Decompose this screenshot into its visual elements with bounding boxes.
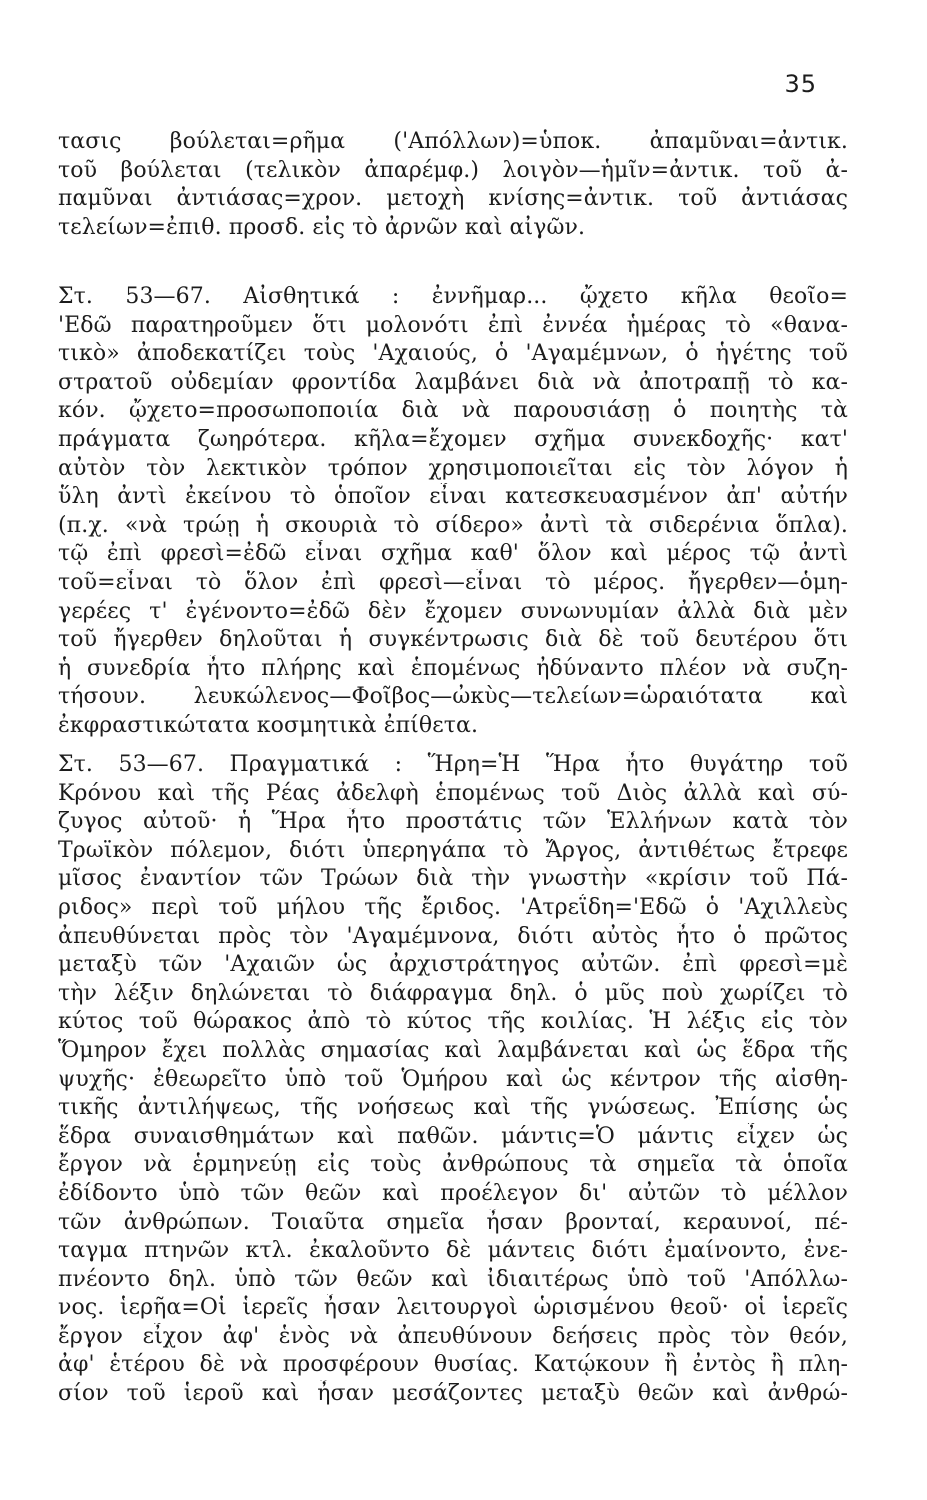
text-line: στρατοῦ οὐδεμίαν φροντίδα λαμβάνει διὰ νὰ ἀποτραπῇ τὸ κα- — [58, 369, 848, 395]
text-line: 'Εδῶ παρατηροῦμεν ὅτι μολονότι ἐπὶ ἐννέα ἡμέρας τὸ «θανα- — [58, 312, 848, 338]
text-line: πράγματα ζωηρότερα. κῆλα=ἔχομεν σχῆμα συνεκδοχῆς· κατ' — [58, 426, 848, 452]
paragraph-aesthetics — [58, 283, 848, 741]
paragraph-syntax-notes — [58, 128, 848, 242]
text-line: τὴν λέξιν δηλώνεται τὸ διάφραγμα δηλ. ὁ μῦς ποὺ χωρίζει τὸ — [58, 980, 848, 1006]
text-line: τοῦ ἤγερθεν δηλοῦται ἡ συγκέντρωσις διὰ δὲ τοῦ δευτέρου ὅτι — [58, 627, 848, 653]
paragraph-facts — [58, 751, 848, 1409]
text-line: Στ. 53—67. Πραγματικά : Ἥρη=Ἡ Ἥρα ἦτο θυγάτηρ τοῦ — [58, 752, 848, 777]
text-line: σίον τοῦ ἱεροῦ καὶ ἦσαν μεσάζοντες μεταξὺ θεῶν καὶ ἀνθρώ- — [58, 1381, 848, 1407]
text-line: τῶν ἀνθρώπων. Τοιαῦτα σημεῖα ἦσαν βρονταί, κεραυνοί, πέ- — [58, 1209, 848, 1235]
text-line: ἔργον νὰ ἑρμηνεύῃ εἰς τοὺς ἀνθρώπους τὰ σημεῖα τὰ ὁποῖα — [58, 1152, 848, 1178]
text-line: (π.χ. «νὰ τρώῃ ἡ σκουριὰ τὸ σίδερο» ἀντὶ τὰ σιδερένια ὅπλα). — [58, 512, 848, 538]
text-line: παμῦναι ἀντιάσας=χρον. μετοχὴ κνίσης=ἀντικ. τοῦ ἀντιάσας — [58, 186, 848, 212]
text-line: τήσουν. λευκώλενος—Φοῖβος—ὠκὺς—τελείων=ὡραιότατα καὶ — [58, 684, 848, 710]
text-line: ἔργον εἶχον ἀφ' ἑνὸς νὰ ἀπευθύνουν δεήσεις πρὸς τὸν θεόν, — [58, 1323, 848, 1349]
text-line: πνέοντο δηλ. ὑπὸ τῶν θεῶν καὶ ἰδιαιτέρως ὑπὸ τοῦ 'Απόλλω- — [58, 1266, 848, 1292]
text-line: νος. ἱερῆα=Οἱ ἱερεῖς ἦσαν λειτουργοὶ ὡρισμένου θεοῦ· οἱ ἱερεῖς — [58, 1295, 848, 1321]
text-line: ὕλη ἀντὶ ἐκείνου τὸ ὁποῖον εἶναι κατεσκευασμένον ἀπ' αὐτήν — [58, 484, 848, 510]
text-line: τασις βούλεται=ρῆμα ('Απόλλων)=ὑποκ. ἀπαμῦναι=ἀντικ. — [58, 129, 848, 154]
text-line: τικὸ» ἀποδεκατίζει τοὺς 'Αχαιούς, ὁ 'Αγαμέμνων, ὁ ἡγέτης τοῦ — [58, 341, 848, 367]
text-line: ἐδίδοντο ὑπὸ τῶν θεῶν καὶ προέλεγον δι' αὐτῶν τὸ μέλλον — [58, 1180, 848, 1206]
text-line: Τρωϊκὸν πόλεμον, διότι ὑπερηγάπα τὸ Ἄργος, ἀντιθέτως ἔτρεφε — [58, 837, 848, 863]
text-line: μῖσος ἐναντίον τῶν Τρώων διὰ τὴν γνωστὴν «κρίσιν τοῦ Πά- — [58, 866, 848, 892]
text-line: ζυγος αὐτοῦ· ἡ Ἥρα ἦτο προστάτις τῶν Ἑλλήνων κατὰ τὸν — [58, 809, 848, 835]
text-line: αὐτὸν τὸν λεκτικὸν τρόπον χρησιμοποιεῖται εἰς τὸν λόγον ἡ — [58, 455, 848, 481]
text-line: τελείων=ἐπιθ. προσδ. εἰς τὸ ἀρνῶν καὶ αἰγῶν. — [58, 214, 586, 240]
text-line: Ὅμηρον ἔχει πολλὰς σημασίας καὶ λαμβάνεται καὶ ὡς ἕδρα τῆς — [58, 1037, 848, 1063]
text-line: ἡ συνεδρία ἦτο πλήρης καὶ ἑπομένως ἠδύναντο πλέον νὰ συζη- — [58, 655, 848, 681]
text-line: ριδος» περὶ τοῦ μήλου τῆς ἔριδος. 'Ατρεΐδη='Εδῶ ὁ 'Αχιλλεὺς — [58, 894, 848, 920]
text-line: ἀπευθύνεται πρὸς τὸν 'Αγαμέμνονα, διότι αὐτὸς ἦτο ὁ πρῶτος — [58, 923, 848, 949]
text-line: ταγμα πτηνῶν κτλ. ἐκαλοῦντο δὲ μάντεις διότι ἐμαίνοντο, ἐνε- — [58, 1238, 848, 1264]
text-line: τοῦ=εἶναι τὸ ὅλον ἐπὶ φρεσὶ—εἶναι τὸ μέρος. ἤγερθεν—ὁμη- — [58, 569, 848, 595]
text-line: μεταξὺ τῶν 'Αχαιῶν ὡς ἀρχιστράτηγος αὐτῶν. ἐπὶ φρεσὶ=μὲ — [58, 952, 848, 978]
text-line: κύτος τοῦ θώρακος ἀπὸ τὸ κύτος τῆς κοιλίας. Ἡ λέξις εἰς τὸν — [58, 1009, 848, 1035]
text-line: τοῦ βούλεται (τελικὸν ἀπαρέμφ.) λοιγὸν—ἡμῖν=ἀντικ. τοῦ ἀ- — [58, 157, 848, 183]
text-line: κόν. ᾤχετο=προσωποποιία διὰ νὰ παρουσιάσῃ ὁ ποιητὴς τὰ — [58, 398, 848, 424]
text-line: τῷ ἐπὶ φρεσὶ=ἐδῶ εἶναι σχῆμα καθ' ὅλον καὶ μέρος τῷ ἀντὶ — [58, 541, 848, 567]
text-line: ψυχῆς· ἐθεωρεῖτο ὑπὸ τοῦ Ὁμήρου καὶ ὡς κέντρον τῆς αἰσθη- — [58, 1066, 848, 1092]
text-line: γερέες τ' ἐγένοντο=ἐδῶ δὲν ἔχομεν συνωνυμίαν ἀλλὰ διὰ μὲν — [58, 598, 848, 624]
text-line: Κρόνου καὶ τῆς Ρέας ἀδελφὴ ἑπομένως τοῦ Διὸς ἀλλὰ καὶ σύ- — [58, 780, 848, 806]
text-line: ἐκφραστικώτατα κοσμητικὰ ἐπίθετα. — [58, 712, 479, 738]
text-line: ἀφ' ἑτέρου δὲ νὰ προσφέρουν θυσίας. Κατῴκουν ἢ ἐντὸς ἢ πλη- — [58, 1352, 848, 1378]
page-number: 35 — [784, 70, 817, 98]
text-line: Στ. 53—67. Αἰσθητικά : ἐννῆμαρ... ᾤχετο κῆλα θεοῖο= — [58, 284, 848, 309]
text-line: ἕδρα συναισθημάτων καὶ παθῶν. μάντις=Ὁ μάντις εἶχεν ὡς — [58, 1123, 848, 1149]
text-line: τικῆς ἀντιλήψεως, τῆς νοήσεως καὶ τῆς γνώσεως. Ἐπίσης ὡς — [58, 1095, 848, 1121]
